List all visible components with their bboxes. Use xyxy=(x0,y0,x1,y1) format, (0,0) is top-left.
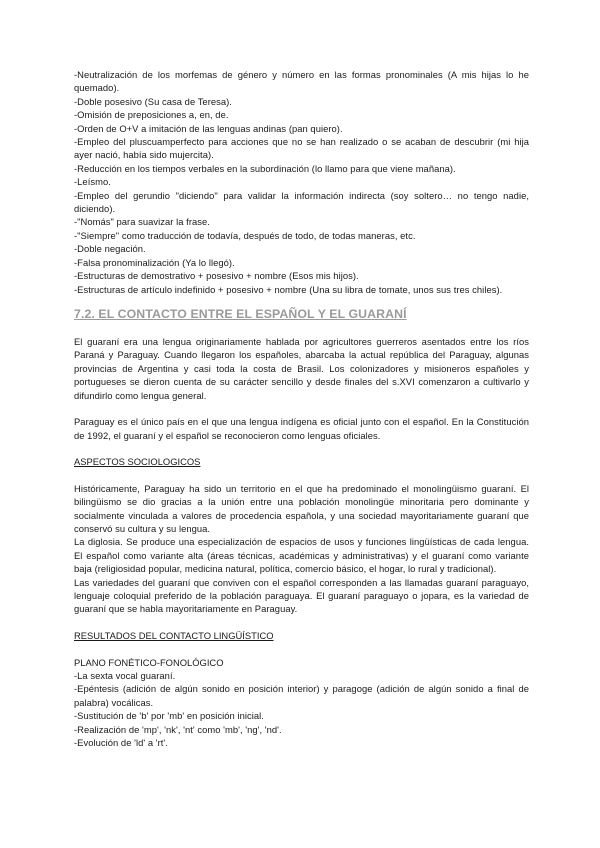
subheading-results: RESULTADOS DEL CONTACTO LINGÜÍSTICO xyxy=(74,629,274,641)
list-item: -"Nomás" para suavizar la frase. xyxy=(74,216,210,228)
list-item: -Doble posesivo (Su casa de Teresa). xyxy=(74,95,232,107)
intro-paragraph-2: Paraguay es el único país en el que una lengua indígena es oficial junto con el español. En la Constitución de 1992, el guaraní y el español se reconocieron como lenguas oficiales. xyxy=(74,416,529,441)
section-heading: 7.2. EL CONTACTO ENTRE EL ESPAÑOL Y EL GUARANÍ xyxy=(74,306,407,321)
socio-paragraph-2: La diglosia. Se produce una especialización de espacios de usos y funciones lingüísticas de cada lengua. El español como variante alta (áreas técnicas, académicas y administrativas) y el guaraní como variante baja (religiosidad popular, medicina natural, política, comercio básico, el hogar, lo rural y tradicional). xyxy=(74,536,529,575)
list-item: -Estructuras de artículo indefinido + posesivo + nombre (Una su libra de tomate, unos sus tres chiles). xyxy=(74,283,503,295)
list-item: -Realización de 'mp', 'nk', 'nt' como 'mb', 'ng', 'nd'. xyxy=(74,723,282,735)
list-item: -Falsa pronominalización (Ya lo llegó). xyxy=(74,256,235,268)
list-item: -Doble negación. xyxy=(74,243,146,255)
list-item: -"Siempre" como traducción de todavía, después de todo, de todas maneras, etc. xyxy=(74,229,416,241)
list-item: -Orden de O+V a imitación de las lenguas andinas (pan quiero). xyxy=(74,122,343,134)
list-item: -Epéntesis (adición de algún sonido en posición interior) y paragoge (adición de algún sonido a final de palabra) vocálicas. xyxy=(74,683,529,708)
list-item: -Empleo del gerundio "diciendo" para validar la información indirecta (soy soltero… no tengo nadie, diciendo). xyxy=(74,189,529,215)
document-page xyxy=(74,68,529,749)
socio-paragraph-3: Las variedades del guaraní que conviven con el español corresponden a las llamadas guaraní paraguayo, lenguaje coloquial preferido de la población paraguaya. El guaraní paraguayo o jopara, es la variedad de guaraní que se habla mayoritariamente en Paraguay. xyxy=(74,576,529,615)
morphosyntax-list xyxy=(74,68,529,296)
socio-paragraph-1: Históricamente, Paraguay ha sido un territorio en el que ha predominado el monolingüismo guaraní. El bilingüismo se dio gracias a la unión entre una población monolingüe minoritaria pero dominante y socialmente vinculada a valores de procedencia española, y una sociedad mayoritariamente guaraní que conservó su cultura y su lengua. xyxy=(74,482,529,534)
list-item: -Empleo del pluscuamperfecto para acciones que no se han realizado o se acaban de descubrir (mi hija ayer nació, había sido mujercita). xyxy=(74,136,529,161)
list-item: -Omisión de preposiciones a, en, de. xyxy=(74,109,229,121)
list-item: -Sustitución de 'b' por 'mb' en posición inicial. xyxy=(74,710,264,722)
list-item: -Neutralización de los morfemas de género y número en las formas pronominales (A mis hijas lo he quemado). xyxy=(74,69,529,94)
list-item: -Estructuras de demostrativo + posesivo + nombre (Esos mis hijos). xyxy=(74,270,359,282)
list-item: -La sexta vocal guaraní. xyxy=(74,669,176,681)
plane-label: PLANO FONÉTICO-FONOLÓGICO xyxy=(74,656,224,668)
phonetic-list xyxy=(74,669,529,749)
list-item: -Reducción en los tiempos verbales en la subordinación (lo llamo para que viene mañana). xyxy=(74,162,456,174)
list-item: -Evolución de 'ld' a 'rt'. xyxy=(74,737,168,748)
intro-paragraph-1: El guaraní era una lengua originariamente hablada por agricultores guerreros asentados entre los ríos Paraná y Paraguay. Cuando llegaron los españoles, abarcaba la actual república del Paraguay, algunas provincias de Argentina y casi toda la costa de Brasil. Los colonizadores y misioneros españoles y portugueses se dieron cuenta de su carácter sencillo y desde finales del s.XVI comenzaron a cultivarlo y difundirlo como lengua general. xyxy=(74,335,529,401)
subheading-sociological: ASPECTOS SOCIOLOGICOS xyxy=(74,456,201,468)
list-item: -Leísmo. xyxy=(74,176,111,188)
